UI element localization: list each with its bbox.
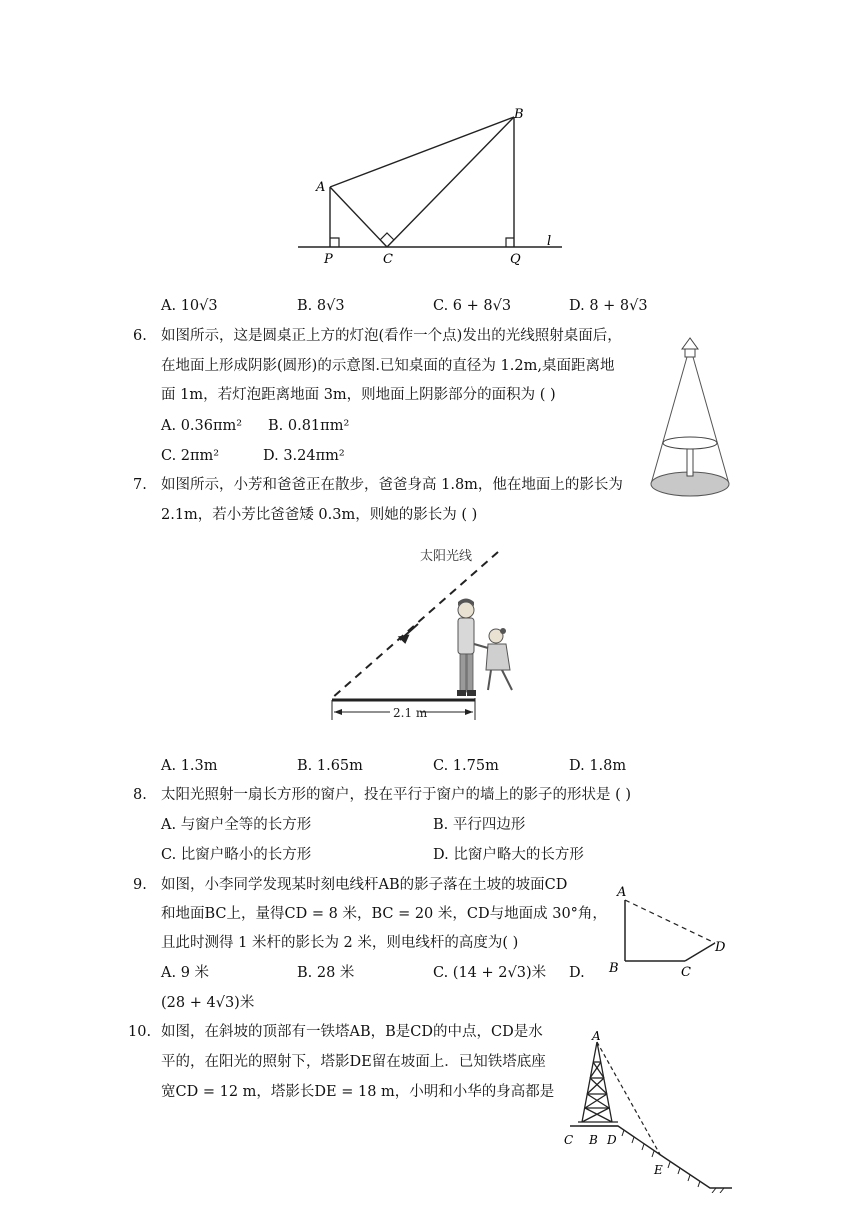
right-angle-q [506,238,514,247]
slope-cd [685,943,715,961]
q8-number: 8. [133,787,147,803]
q7-option-d: D. 1.8m [569,758,627,774]
q9-figure [605,880,735,980]
q9-number: 9. [133,877,147,893]
label-c: C [564,1133,574,1147]
label-e: E [654,1163,663,1177]
q7-option-c: C. 1.75m [433,758,499,774]
label-p: P [324,252,333,267]
label-q: Q [510,252,521,267]
q6-lamp-figure [645,335,735,505]
father-figure [457,599,476,697]
q8-line-1: 太阳光照射一扇长方形的窗户，投在平行于窗户的墙上的影子的形状是 ( ) [161,787,632,803]
q8-option-a: A. 与窗户全等的长方形 [161,817,312,833]
q6-line-1: 如图所示，这是圆桌正上方的灯泡(看作一个点)发出的光线照射桌面后， [161,328,622,344]
q7-option-a: A. 1.3m [161,758,218,774]
q7-number: 7. [133,477,147,493]
sunlight-label: 太阳光线 [420,549,473,564]
q5-figure [290,100,570,270]
label-c: C [681,965,691,980]
q9-option-d-value: (28 + 4√3)米 [161,995,255,1011]
q9-line-3: 且此时测得 1 米杆的影长为 2 米，则电线杆的高度为( ) [161,935,519,951]
label-b: B [609,961,619,976]
label-d: D [607,1133,617,1147]
label-b: B [514,107,524,122]
q6-option-d: D. 3.24πm² [263,448,345,464]
q10-figure [560,1028,735,1193]
q6-line-3: 面 1m，若灯泡距离地面 3m，则地面上阴影部分的面积为 ( ) [161,387,556,403]
q10-number: 10. [128,1024,152,1040]
q9-line-1: 如图，小李同学发现某时刻电线杆AB的影子落在土坡的坡面CD [161,877,568,893]
length-label: 2.1 m [393,706,428,720]
q5-option-d: D. 8 + 8√3 [569,298,648,314]
q9-line-2: 和地面BC上，量得CD = 8 米，BC = 20 米，CD与地面成 30°角， [161,906,607,922]
q5-option-a: A. 10√3 [161,298,218,314]
q7-figure [320,540,530,730]
table-top [663,437,717,449]
q5-option-c: C. 6 + 8√3 [433,298,512,314]
table-leg [687,449,693,476]
q7-line-1: 如图所示，小芳和爸爸正在散步，爸爸身高 1.8m，他在地面上的影长为 [161,477,623,493]
sun-ray-ad [625,900,715,943]
segment-ab [330,117,514,187]
label-a: A [316,180,326,195]
q10-line-3: 宽CD = 12 m，塔影长DE = 18 m，小明和小华的身高都是 [161,1084,555,1100]
q7-option-b: B. 1.65m [297,758,363,774]
label-a: A [592,1029,601,1043]
q6-option-b: B. 0.81πm² [268,418,350,434]
label-a: A [617,885,627,900]
label-l: l [547,234,552,249]
girl-figure [474,628,512,690]
q9-option-b: B. 28 米 [297,965,355,981]
right-angle-c [380,233,394,240]
q6-option-a: A. 0.36πm² [161,418,243,434]
lamp-icon [682,338,698,349]
q10-line-2: 平的，在阳光的照射下，塔影DE留在坡面上．已知铁塔底座 [161,1054,546,1070]
q6-line-2: 在地面上形成阴影(圆形)的示意图.已知桌面的直径为 1.2m,桌面距离地 [161,358,615,374]
q10-line-1: 如图，在斜坡的顶部有一铁塔AB，B是CD的中点，CD是水 [161,1024,543,1040]
q6-option-c: C. 2πm² [161,448,220,464]
q6-number: 6. [133,328,147,344]
q8-option-c: C. 比窗户略小的长方形 [161,847,312,863]
tower-figure [578,1042,618,1126]
label-b: B [589,1133,598,1147]
segment-bc [387,117,514,247]
q8-option-b: B. 平行四边形 [433,817,526,833]
q5-option-b: B. 8√3 [297,298,345,314]
q9-option-d: D. [569,965,585,981]
q9-option-a: A. 9 米 [161,965,210,981]
label-d: D [715,940,726,955]
right-angle-p [330,238,339,247]
q9-option-c: C. (14 + 2√3)米 [433,965,547,981]
q7-line-2: 2.1m，若小芳比爸爸矮 0.3m，则她的影长为 ( ) [161,507,478,523]
q8-option-d: D. 比窗户略大的长方形 [433,847,584,863]
label-c: C [383,252,393,267]
